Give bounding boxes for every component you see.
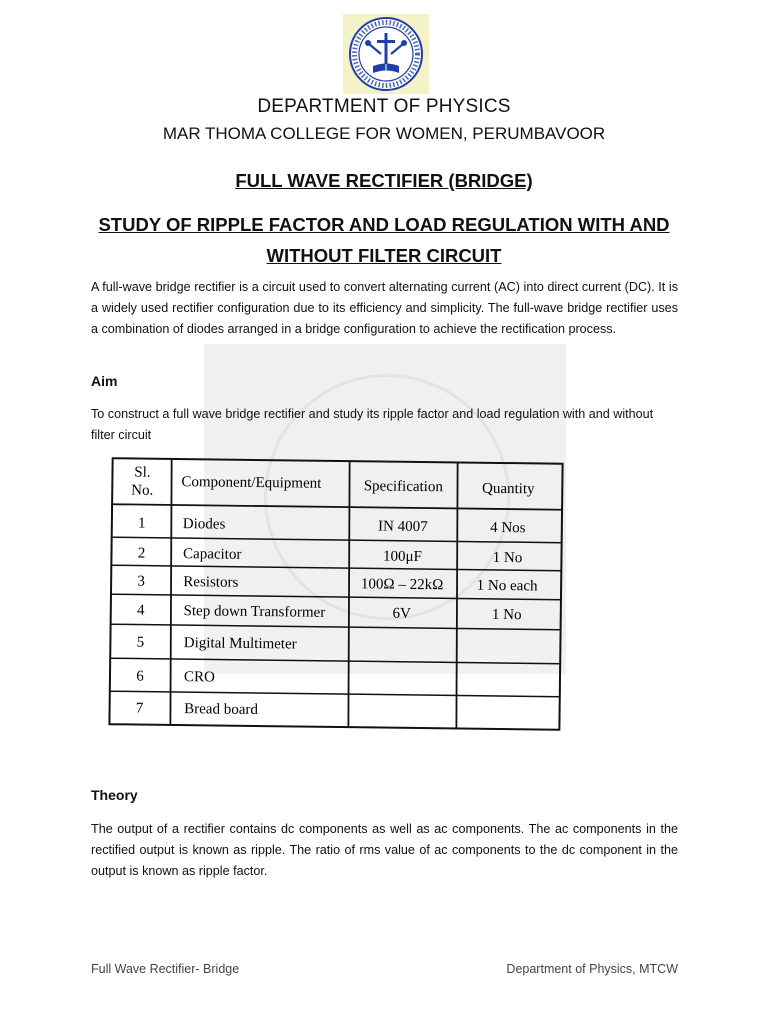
table-cell-quantity: 1 No <box>492 549 523 567</box>
table-cell-slno: 6 <box>136 668 144 685</box>
table-cell-component: Step down Transformer <box>183 603 326 621</box>
table-cell-component: Resistors <box>183 574 239 591</box>
table-header-specification: Specification <box>363 478 443 496</box>
intro-paragraph: A full-wave bridge rectifier is a circuit used to convert alternating current (AC) into direct current (DC). It is a widely used rectifier configuration due to its efficiency and simplicity. The full-wave bridge rectifier uses a combination of diodes arranged in a bridge configuration to achieve the rectification process. <box>91 280 678 336</box>
table-cell-slno: 7 <box>135 700 144 717</box>
table-cell-quantity: 1 No <box>491 606 522 624</box>
equipment-table <box>108 456 570 734</box>
experiment-subtitle: STUDY OF RIPPLE FACTOR AND LOAD REGULATION WITH AND WITHOUT FILTER CIRCUIT <box>98 214 670 266</box>
table-cell-quantity: 4 Nos <box>490 519 526 537</box>
table-cell-slno: 2 <box>137 545 146 562</box>
table-cell-slno: 5 <box>136 634 145 651</box>
table-cell-slno: 3 <box>137 573 145 590</box>
table-cell-component: CRO <box>183 669 215 686</box>
experiment-title: FULL WAVE RECTIFIER (BRIDGE) <box>235 170 533 191</box>
table-cell-quantity: 1 No each <box>476 577 538 595</box>
table-header-component: Component/Equipment <box>181 474 322 492</box>
aim-paragraph: To construct a full wave bridge rectifier and study its ripple factor and load regulation with and without filter circuit <box>91 407 654 442</box>
theory-paragraph: The output of a rectifier contains dc components as well as ac components. The ac components in the rectified output is known as ripple. The ratio of rms value of ac components to the dc component in the output is known as ripple factor. <box>91 822 678 878</box>
department-heading: DEPARTMENT OF PHYSICS <box>257 96 511 117</box>
table-cell-specification: IN 4007 <box>377 518 428 536</box>
table-cell-component: Capacitor <box>182 546 242 563</box>
table-header-quantity: Quantity <box>481 480 535 498</box>
aim-heading: Aim <box>91 373 118 389</box>
table-cell-component: Bread board <box>184 701 259 719</box>
table-cell-component: Diodes <box>182 516 226 533</box>
college-logo <box>343 14 429 94</box>
table-header-slno: Sl.No. <box>131 464 154 499</box>
table-cell-component: Digital Multimeter <box>183 635 297 653</box>
footer-right: Department of Physics, MTCW <box>506 962 678 976</box>
table-cell-specification: 100μF <box>382 548 423 566</box>
theory-heading: Theory <box>91 787 138 803</box>
table-cell-slno: 1 <box>138 515 146 532</box>
college-name: MAR THOMA COLLEGE FOR WOMEN, PERUMBAVOOR <box>162 124 606 143</box>
table-cell-slno: 4 <box>136 602 145 619</box>
table-cell-specification: 100Ω – 22kΩ <box>360 576 444 594</box>
table-cell-specification: 6V <box>392 605 412 622</box>
footer-left: Full Wave Rectifier- Bridge <box>91 962 240 976</box>
